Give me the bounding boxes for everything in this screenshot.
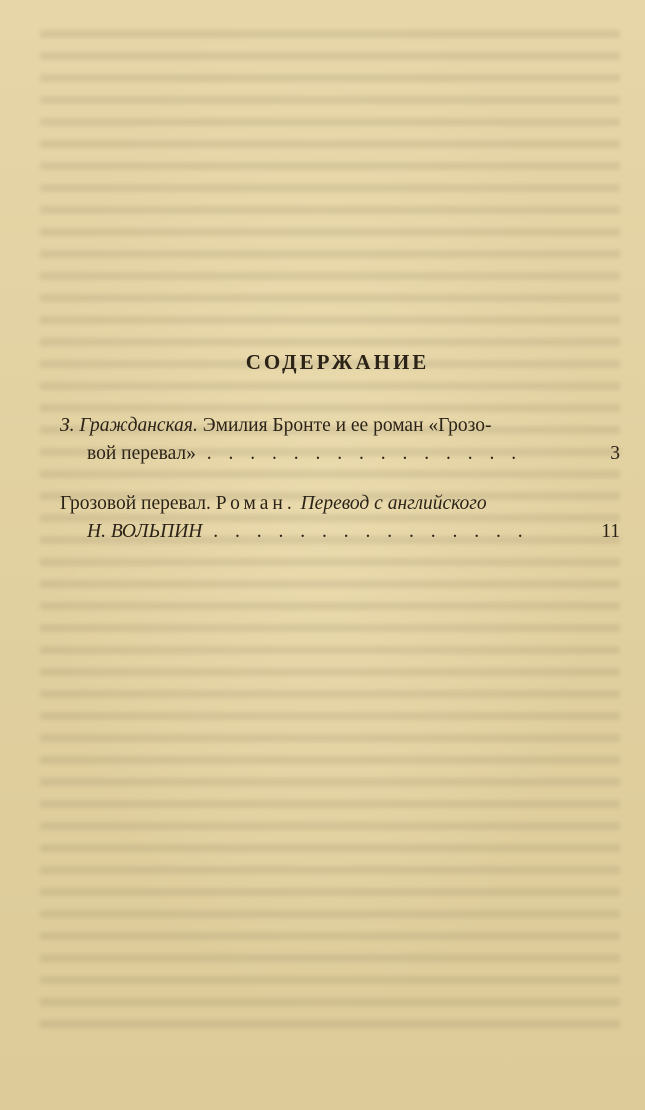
toc-entry-leader: . . . . . . . . . . . . . . . <box>202 521 529 542</box>
toc-entry-title-continued: вой перевал» <box>87 443 196 464</box>
toc-entry[interactable] <box>60 490 620 546</box>
toc-entry-line <box>60 518 620 546</box>
table-of-contents <box>60 412 620 568</box>
toc-entry-translation-note: Перевод с английского <box>295 493 487 514</box>
toc-entry-translator: Н. ВОЛЬПИН <box>87 521 203 542</box>
toc-entry-page-number: 11 <box>601 521 620 542</box>
toc-entry-genre: Роман. <box>215 493 296 514</box>
toc-entry-line <box>60 490 620 518</box>
toc-entry[interactable] <box>60 412 620 468</box>
toc-entry-page-number: 3 <box>610 443 620 464</box>
toc-entry-line <box>60 440 620 468</box>
toc-entry-leader: . . . . . . . . . . . . . . . <box>195 443 523 464</box>
toc-entry-author: З. Гражданская. <box>60 415 198 436</box>
toc-entry-line <box>60 412 620 440</box>
contents-heading: СОДЕРЖАНИЕ <box>245 350 430 374</box>
toc-entry-title: Эмилия Бронте и ее роман «Грозо- <box>197 415 492 436</box>
toc-entry-title: Грозовой перевал. <box>60 493 216 514</box>
